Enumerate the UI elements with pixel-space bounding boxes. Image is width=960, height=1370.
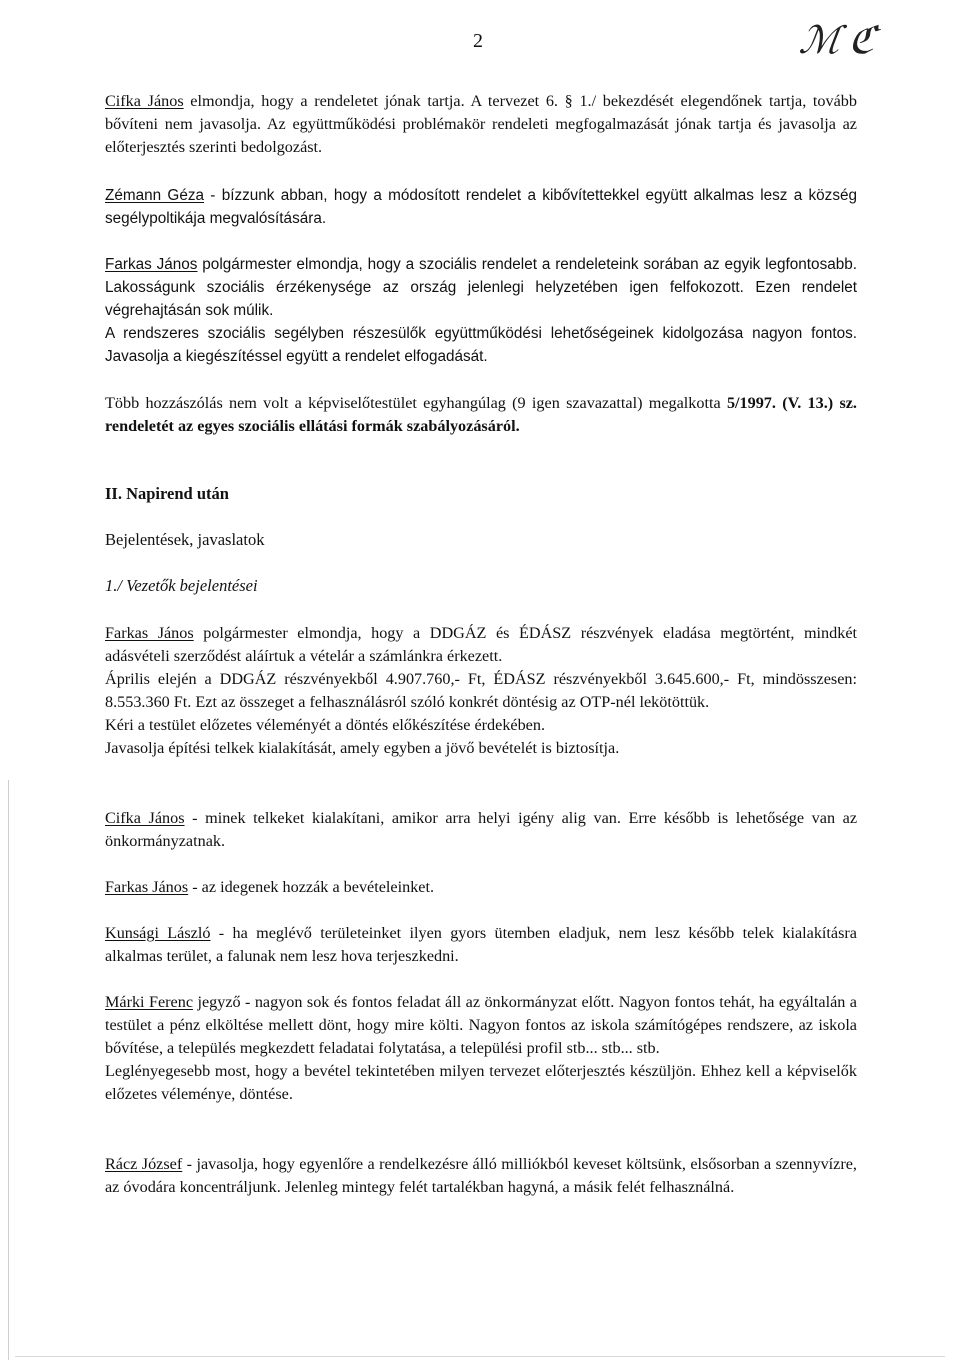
item-text: - javasolja, hogy egyenlőre a rendelkezésre álló milliókból keveset költsünk, elsősorban a szennyvízre, az óvodára koncentráljunk. Jelenleg mintegy felét tartalékban hagyná, a másik felét felhasználná. [105,1155,857,1196]
speaker-name: Rácz József [105,1155,183,1173]
paragraph-text-2: A rendszeres szociális segélyben részesülők együttműködési lehetőségeinek kidolgozása nagyon fontos. Javasolja a kiegészítéssel együtt a rendelet elfogadását. [105,325,857,365]
decree-title: 5/1997. (V. 13.) sz. rendeletét az egyes szociális ellátási formák szabályozásáról. [105,394,857,435]
item-text: Leglényegesebb most, hogy a bevétel tekintetében milyen tervezet előterjesztés készüljön. Ehhez kell a képviselők előzetes véleménye, döntése. [105,1062,857,1103]
speaker-name: Cifka János [105,809,185,827]
paragraph-cifka-1 [105,90,857,159]
paragraph-vote [105,392,857,438]
item-farkas-2 [105,622,857,760]
item-racz [105,1153,857,1199]
item-text: - az idegenek hozzák a bevételeinket. [188,878,435,896]
item-text: - ha meglévő területeinket ilyen gyors ütemben eladjuk, nem lesz később telek kialakításra alkalmas terület, a falunak nem lesz hova terjeszkedni. [105,924,857,965]
paragraph-text: - bízzunk abban, hogy a módosított rendelet a kibővítettekkel együtt alkalmas lesz a község segélypoltikája megvalósítására. [105,187,857,227]
section-subtitle: Bejelentések, javaslatok [105,530,265,549]
handwritten-initials: ℳ ℭ [796,18,877,62]
paragraph-text: elmondja, hogy a rendeletet jónak tartja. A tervezet 6. § 1./ bekezdését elegendőnek tartja, tovább bővíteni nem javasolja. Az együttműködési problémakör rendeleti megfogalmazását jónak tartja és javasolja az előterjesztés szerinti bedolgozást. [105,92,857,156]
scan-bottom-line [15,1356,945,1357]
item-text: jegyző - nagyon sok és fontos feladat áll az önkormányzat előtt. Nagyon fontos tehát, ha egyáltalán a testület a pénz elköltése mellett dönt, hogy mire költi. Nagyon fontos az iskola számítógépes rendszere, az iskola bővítése, a település megkezdett feladatai folytatása, a települési profil stb... stb... stb. [105,993,857,1057]
subsection-title: 1./ Vezetők bejelentései [105,576,258,595]
speaker-name: Márki Ferenc [105,993,194,1011]
item-farkas-3 [105,876,857,899]
item-kunsagi [105,922,857,968]
speaker-name: Cifka János [105,92,184,110]
paragraph-farkas-1 [105,253,857,368]
speaker-name: Farkas János [105,256,198,273]
paragraph-text: Több hozzászólás nem volt a képviselőtestület egyhangúlag (9 igen szavazattal) megalkotta [105,394,727,412]
speaker-name: Kunsági László [105,924,211,942]
item-text: - minek telkeket kialakítani, amikor arra helyi igény alig van. Erre később is lehetősége van az önkormányzatnak. [105,809,858,850]
speaker-name: Farkas János [105,878,189,896]
item-text: polgármester elmondja, hogy a DDGÁZ és ÉDÁSZ részvények eladása megtörtént, mindkét adásvételi szerződést aláírtuk a vételár a számlánkra érkezett. [105,624,857,665]
scan-edge-line [8,780,9,1360]
item-text: Kéri a testület előzetes véleményét a döntés előkészítése érdekében. [105,716,546,734]
page-number: 2 [473,30,483,52]
speaker-name: Farkas János [105,624,194,642]
item-cifka-2 [105,807,857,853]
item-text: Április elején a DDGÁZ részvényekből 4.907.760,- Ft, ÉDÁSZ részvényekből 3.645.600,- Ft, mindösszesen: 8.553.360 Ft. Ezt az összeget a felhasználásról szóló konkrét döntésig az OTP-nél lekötöttük. [105,670,857,711]
speaker-name: Zémann Géza [105,187,204,204]
section-title: II. Napirend után [105,484,229,503]
paragraph-text: polgármester elmondja, hogy a szociális rendelet a rendeleteink sorában az egyik legfontosabb. Lakosságunk szociális érzékenysége az ország jelenlegi helyzetében igen felfokozott. Ezen rendelet végrehajtásán sok múlik. [105,256,857,319]
item-text: Javasolja építési telkek kialakítását, amely egyben a jövő bevételét is biztosítja. [105,739,620,757]
paragraph-zemann [105,184,857,230]
item-marki [105,991,857,1106]
